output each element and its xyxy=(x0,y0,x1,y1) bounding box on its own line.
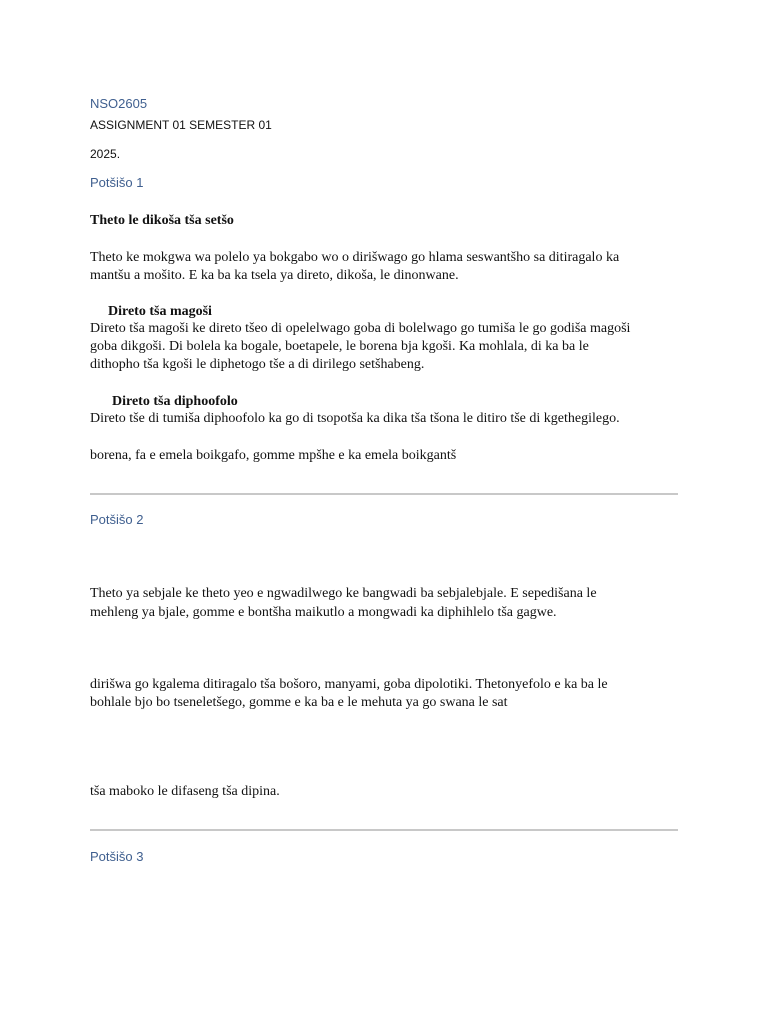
q2-para1-line-2: mehleng ya bjale, gomme e bontšha maikutlo a mongwadi ka diphihlelo tša gagwe. xyxy=(90,605,557,620)
q1-intro-line-2: mantšu a mošito. E ka ba ka tsela ya direto, dikoša, le dinonwane. xyxy=(90,268,459,283)
section-divider-2 xyxy=(90,829,678,831)
course-code: NSO2605 xyxy=(90,96,148,111)
q1-closing-line: borena, fa e emela boikgafo, gomme mpšhe e ka emela boikgantš xyxy=(90,448,457,463)
question-2-label: Potšišo 2 xyxy=(90,512,144,527)
q1-sub2-line-1: Direto tše di tumiša diphoofolo ka go di tsopotša ka dika tša tšona le ditiro tše di kgethegilego. xyxy=(90,411,620,426)
assignment-title: ASSIGNMENT 01 SEMESTER 01 xyxy=(90,118,272,132)
assignment-year: 2025. xyxy=(90,147,121,161)
question-3-label: Potšišo 3 xyxy=(90,849,144,864)
question-1-label: Potšišo 1 xyxy=(90,175,144,190)
q1-sub1-line-2: goba dikgoši. Di bolela ka bogale, boetapele, le borena bja kgoši. Ka mohlala, di ka ba le xyxy=(90,339,589,354)
q1-sub1-line-1: Direto tša magoši ke direto tšeo di opelelwago goba di bolelwago go tumiša le go godiša magoši xyxy=(90,321,631,336)
q1-sub1-line-3: dithopho tša kgoši le diphetogo tše a di dirilego setšhabeng. xyxy=(90,357,425,372)
q1-intro-line-1: Theto ke mokgwa wa polelo ya bokgabo wo o dirišwago go hlama seswantšho sa ditiragalo ka xyxy=(90,250,620,265)
q2-para2-line-2: bohlale bjo bo tseneletšego, gomme e ka ba e le mehuta ya go swana le sat xyxy=(90,695,508,710)
section-divider-1 xyxy=(90,493,678,495)
q1-subheading-magosi: Direto tša magoši xyxy=(108,304,212,319)
q2-para1-line-1: Theto ya sebjale ke theto yeo e ngwadilwego ke bangwadi ba sebjalebjale. E sepedišana le xyxy=(90,586,597,601)
q1-subheading-diphoofolo: Direto tša diphoofolo xyxy=(112,394,238,409)
question-1-heading: Theto le dikoša tša setšo xyxy=(90,213,234,228)
q2-para3-line-1: tša maboko le difaseng tša dipina. xyxy=(90,784,280,799)
q2-para2-line-1: dirišwa go kgalema ditiragalo tša bošoro, manyami, goba dipolotiki. Thetonyefolo e ka ba le xyxy=(90,677,608,692)
